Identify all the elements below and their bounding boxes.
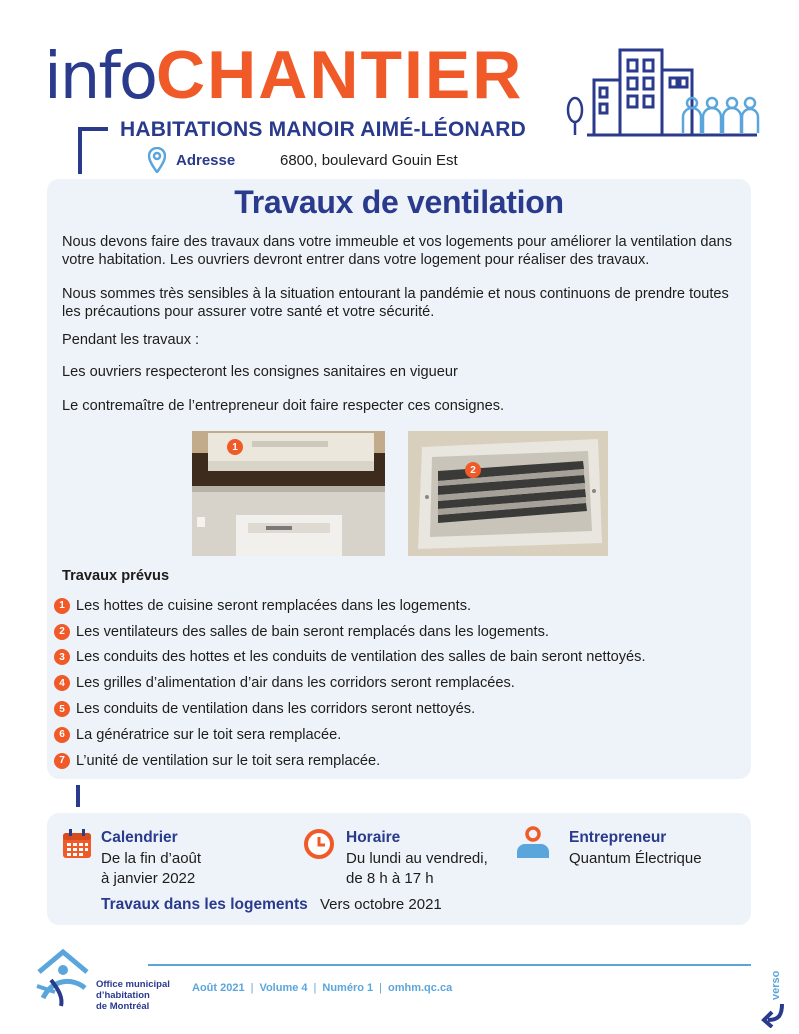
brand-main: CHANTIER	[156, 37, 524, 113]
separator: |	[313, 982, 317, 994]
address-row	[148, 146, 458, 174]
schedule-title: Horaire	[346, 829, 401, 846]
calendar-title: Calendrier	[101, 829, 178, 846]
item-number: 2	[54, 624, 70, 640]
intro-paragraph: Nous devons faire des travaux dans votre immeuble et vos logements pour améliorer la ventilation dans votre habitation. Les ouvriers devront entrer dans votre logement pour réaliser des travaux.	[62, 234, 733, 268]
item-number: 5	[54, 701, 70, 717]
issue-date: Août 2021	[192, 982, 245, 994]
list-item	[54, 670, 734, 696]
organization-name: Office municipal d’habitation de Montréal	[96, 979, 170, 1012]
clock-icon	[303, 828, 335, 860]
works-heading: Travaux prévus	[62, 568, 170, 584]
main-card	[47, 179, 751, 779]
page-title: Travaux de ventilation	[234, 184, 564, 220]
website-link[interactable]: omhm.qc.ca	[388, 982, 453, 994]
contractor-name: Quantum Électrique	[569, 850, 702, 867]
schedule-line-2: de 8 h à 17 h	[346, 870, 434, 887]
verso-label: verso	[770, 970, 782, 1000]
units-label: Travaux dans les logements	[101, 896, 308, 913]
works-list	[54, 593, 734, 774]
item-number: 4	[54, 675, 70, 691]
header-bracket-top	[78, 127, 108, 131]
item-text: L’unité de ventilation sur le toit sera remplacée.	[76, 752, 381, 769]
city-buildings-icon	[562, 40, 762, 140]
address-label: Adresse	[176, 151, 236, 169]
list-item	[54, 696, 734, 722]
issue-number: Numéro 1	[322, 982, 374, 994]
item-number: 1	[54, 598, 70, 614]
sanitary-rules-text: Les ouvriers respecteront les consignes sanitaires en vigueur	[62, 364, 458, 380]
calendar-icon	[62, 829, 92, 859]
range-hood-photo	[192, 431, 385, 556]
foreman-text: Le contremaître de l’entrepreneur doit faire respecter ces consignes.	[62, 398, 505, 414]
air-grille-photo	[408, 431, 608, 556]
list-item	[54, 645, 734, 671]
contractor-title: Entrepreneur	[569, 829, 667, 846]
separator: |	[250, 982, 254, 994]
item-number: 3	[54, 649, 70, 665]
calendar-line-2: à janvier 2022	[101, 870, 196, 887]
list-item	[54, 722, 734, 748]
item-number: 7	[54, 753, 70, 769]
calendar-line-1: De la fin d’août	[101, 850, 202, 867]
item-text: Les conduits de ventilation dans les corridors seront nettoyés.	[76, 701, 476, 718]
info-card	[47, 813, 751, 925]
list-item	[54, 748, 734, 774]
item-text: Les ventilateurs des salles de bain seront remplacés dans les logements.	[76, 623, 549, 640]
item-text: La génératrice sur le toit sera remplacée.	[76, 726, 342, 743]
location-pin-icon	[148, 147, 166, 173]
item-text: Les hottes de cuisine seront remplacées dans les logements.	[76, 597, 472, 614]
schedule-line-1: Du lundi au vendredi,	[346, 850, 488, 867]
pandemic-paragraph: Nous sommes très sensibles à la situation entourant la pandémie et nous continuons de prendre toutes les précautions pour assurer votre santé et votre sécurité.	[62, 286, 729, 320]
issue-volume: Volume 4	[259, 982, 308, 994]
during-works-label: Pendant les travaux :	[62, 332, 200, 348]
publication-info	[192, 982, 452, 994]
item-number: 6	[54, 727, 70, 743]
photo-marker-1: 1	[227, 439, 243, 455]
separator: |	[379, 982, 382, 994]
person-icon	[516, 825, 550, 859]
photo-marker-2: 2	[465, 462, 481, 478]
address-value: 6800, boulevard Gouin Est	[280, 151, 458, 169]
omhm-logo	[33, 948, 93, 1008]
units-value: Vers octobre 2021	[320, 896, 442, 913]
brand-prefix: info	[44, 40, 157, 114]
list-item	[54, 593, 734, 619]
item-text: Les grilles d’alimentation d’air dans les corridors seront remplacées.	[76, 675, 515, 692]
list-item	[54, 619, 734, 645]
item-text: Les conduits des hottes et les conduits de ventilation des salles de bain seront nettoyés.	[76, 649, 646, 666]
project-name: HABITATIONS MANOIR AIMÉ-LÉONARD	[120, 118, 526, 141]
section-divider	[76, 785, 80, 807]
header-bracket	[78, 127, 82, 174]
verso-arrow-icon[interactable]	[758, 1002, 788, 1028]
footer-divider	[148, 964, 751, 966]
brand-title	[44, 36, 523, 116]
